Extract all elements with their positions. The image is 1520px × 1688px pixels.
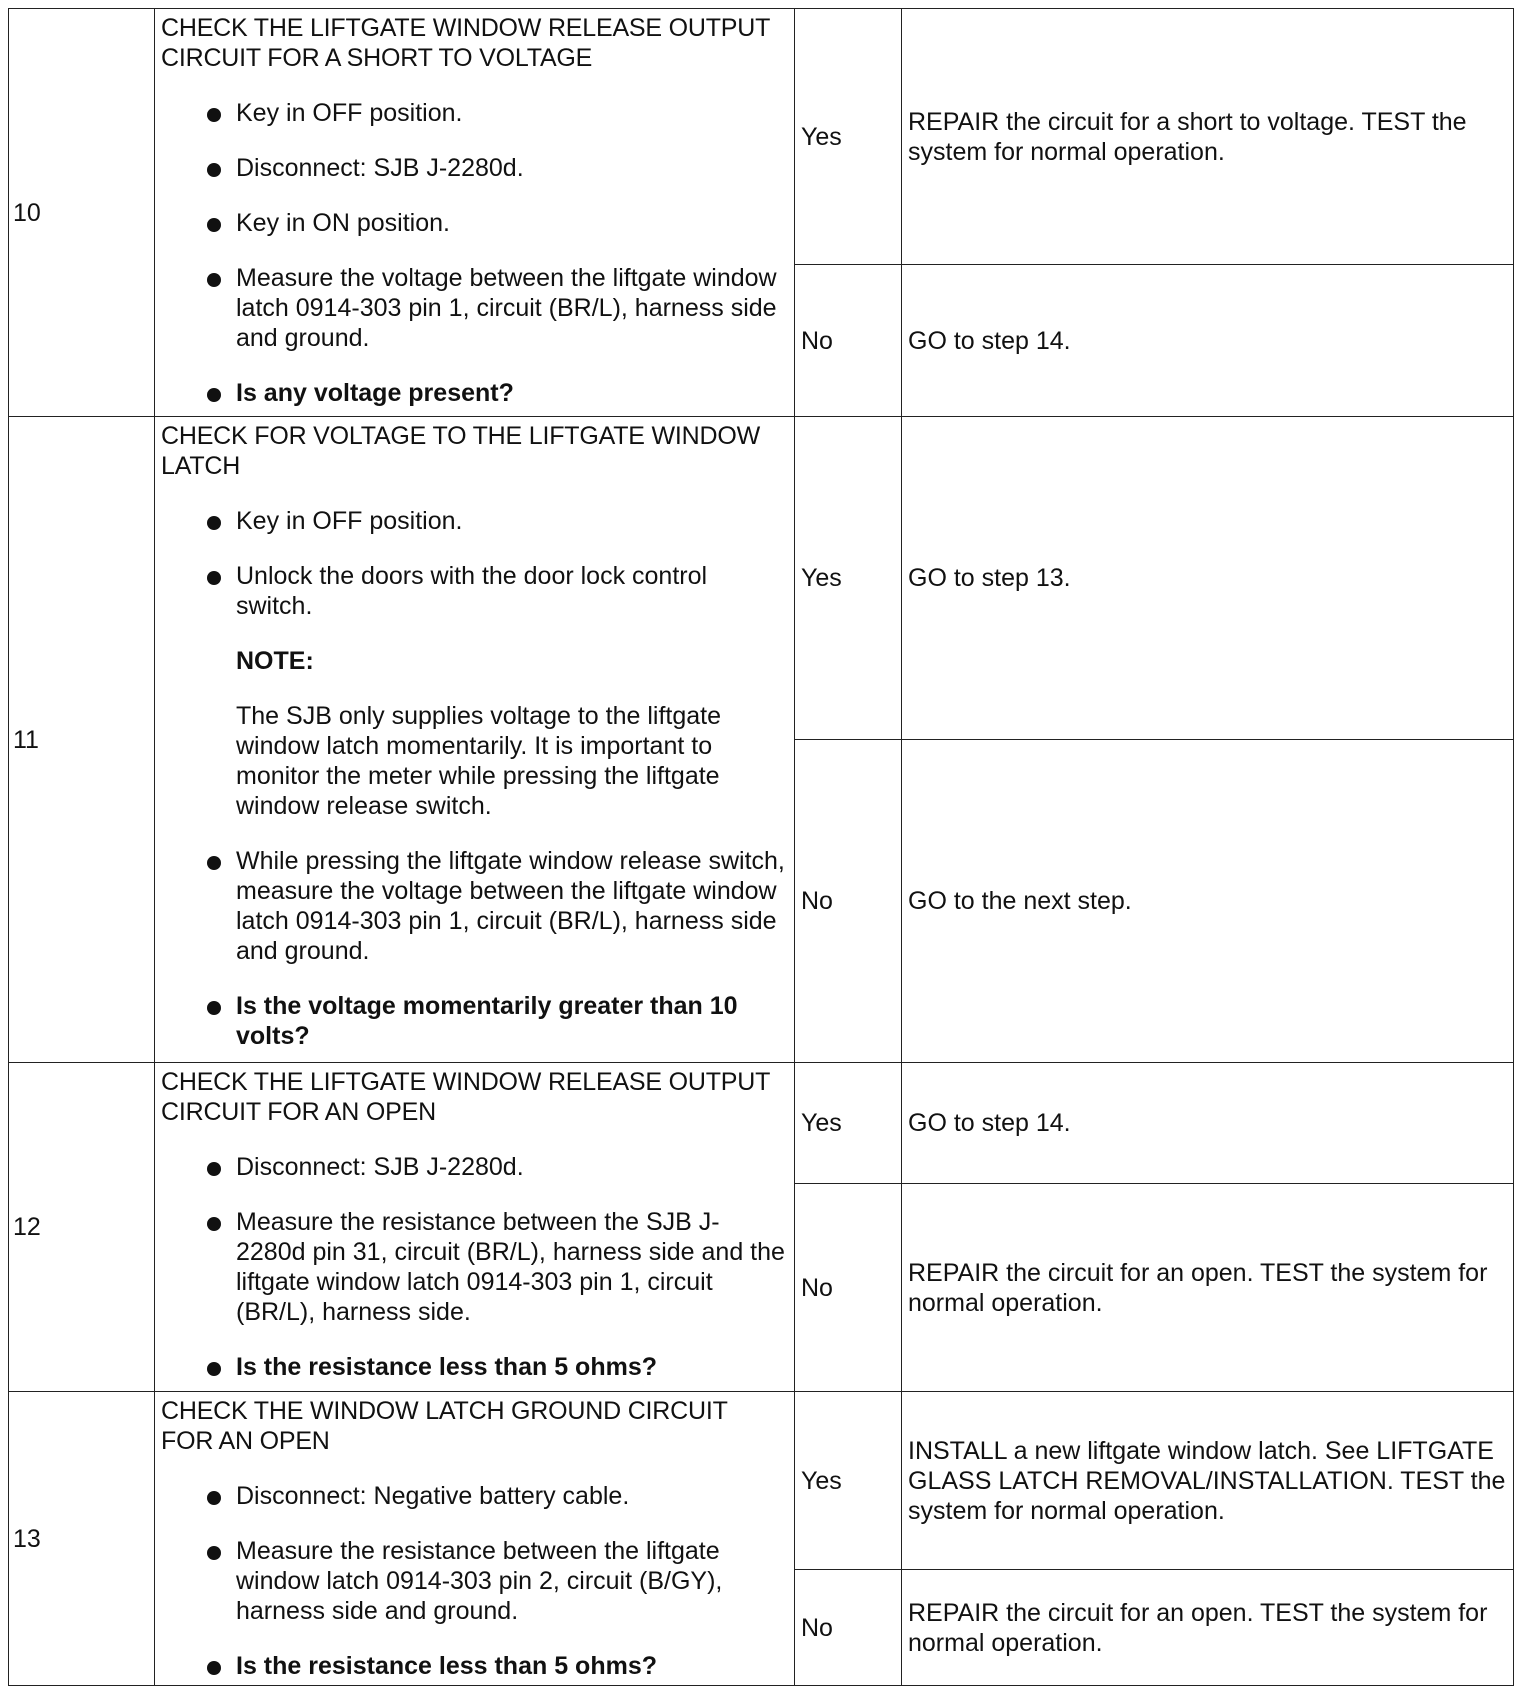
yes-action: GO to step 14. <box>902 1063 1514 1184</box>
note-text: The SJB only supplies voltage to the liftgate window latch momentarily. It is important to monitor the meter while pressing the liftgate window release switch. <box>236 702 722 820</box>
test-question: Is the resistance less than 5 ohms? <box>161 1352 786 1382</box>
test-question: Is the resistance less than 5 ohms? <box>161 1651 786 1681</box>
step-number: 12 <box>9 1063 155 1392</box>
test-title: CHECK FOR VOLTAGE TO THE LIFTGATE WINDOW LATCH <box>161 422 760 480</box>
procedure-step: While pressing the liftgate window release switch, measure the voltage between the liftgate window latch 0914-303 pin 1, circuit (BR/L), harness side and ground. <box>161 846 786 966</box>
test-procedure-cell <box>155 9 795 417</box>
procedure-step: Key in OFF position. <box>161 506 786 536</box>
procedure-step: Disconnect: Negative battery cable. <box>161 1481 786 1511</box>
no-action: GO to the next step. <box>902 740 1514 1063</box>
procedure-list <box>161 846 786 1051</box>
no-label: No <box>795 1184 902 1392</box>
step-number: 11 <box>9 417 155 1063</box>
test-procedure-cell <box>155 417 795 1063</box>
yes-label: Yes <box>795 1392 902 1570</box>
yes-label: Yes <box>795 9 902 265</box>
procedure-step: Measure the voltage between the liftgate window latch 0914-303 pin 1, circuit (BR/L), harness side and ground. <box>161 263 786 353</box>
step-number: 10 <box>9 9 155 417</box>
procedure-list <box>161 506 786 621</box>
procedure-step: Key in ON position. <box>161 208 786 238</box>
table-row <box>9 1392 1514 1570</box>
no-action: REPAIR the circuit for an open. TEST the system for normal operation. <box>902 1184 1514 1392</box>
yes-label: Yes <box>795 417 902 740</box>
table-row <box>9 9 1514 265</box>
procedure-step: Measure the resistance between the liftgate window latch 0914-303 pin 2, circuit (B/GY), harness side and ground. <box>161 1536 786 1626</box>
yes-action: INSTALL a new liftgate window latch. See LIFTGATE GLASS LATCH REMOVAL/INSTALLATION. TEST the system for normal operation. <box>902 1392 1514 1570</box>
no-action: GO to step 14. <box>902 265 1514 417</box>
test-question: Is any voltage present? <box>161 378 786 408</box>
procedure-step: Key in OFF position. <box>161 98 786 128</box>
no-label: No <box>795 1570 902 1686</box>
diagnostic-table <box>8 8 1514 1686</box>
note-block <box>161 646 786 821</box>
procedure-list <box>161 1481 786 1681</box>
test-title: CHECK THE WINDOW LATCH GROUND CIRCUIT FOR AN OPEN <box>161 1397 728 1455</box>
procedure-step: Disconnect: SJB J-2280d. <box>161 153 786 183</box>
test-procedure-cell <box>155 1063 795 1392</box>
yes-action: GO to step 13. <box>902 417 1514 740</box>
procedure-step: Disconnect: SJB J-2280d. <box>161 1152 786 1182</box>
no-action: REPAIR the circuit for an open. TEST the system for normal operation. <box>902 1570 1514 1686</box>
table-row <box>9 1063 1514 1184</box>
procedure-step: Measure the resistance between the SJB J-2280d pin 31, circuit (BR/L), harness side and the liftgate window latch 0914-303 pin 1, circuit (BR/L), harness side. <box>161 1207 786 1327</box>
note-label: NOTE: <box>236 647 314 675</box>
test-procedure-cell <box>155 1392 795 1686</box>
procedure-list <box>161 1152 786 1382</box>
test-title: CHECK THE LIFTGATE WINDOW RELEASE OUTPUT CIRCUIT FOR A SHORT TO VOLTAGE <box>161 14 770 72</box>
test-question: Is the voltage momentarily greater than 10 volts? <box>161 991 786 1051</box>
table-row <box>9 417 1514 740</box>
yes-action: REPAIR the circuit for a short to voltage. TEST the system for normal operation. <box>902 9 1514 265</box>
test-title: CHECK THE LIFTGATE WINDOW RELEASE OUTPUT CIRCUIT FOR AN OPEN <box>161 1068 770 1126</box>
no-label: No <box>795 265 902 417</box>
step-number: 13 <box>9 1392 155 1686</box>
procedure-step: Unlock the doors with the door lock control switch. <box>161 561 786 621</box>
yes-label: Yes <box>795 1063 902 1184</box>
no-label: No <box>795 740 902 1063</box>
procedure-list <box>161 98 786 408</box>
